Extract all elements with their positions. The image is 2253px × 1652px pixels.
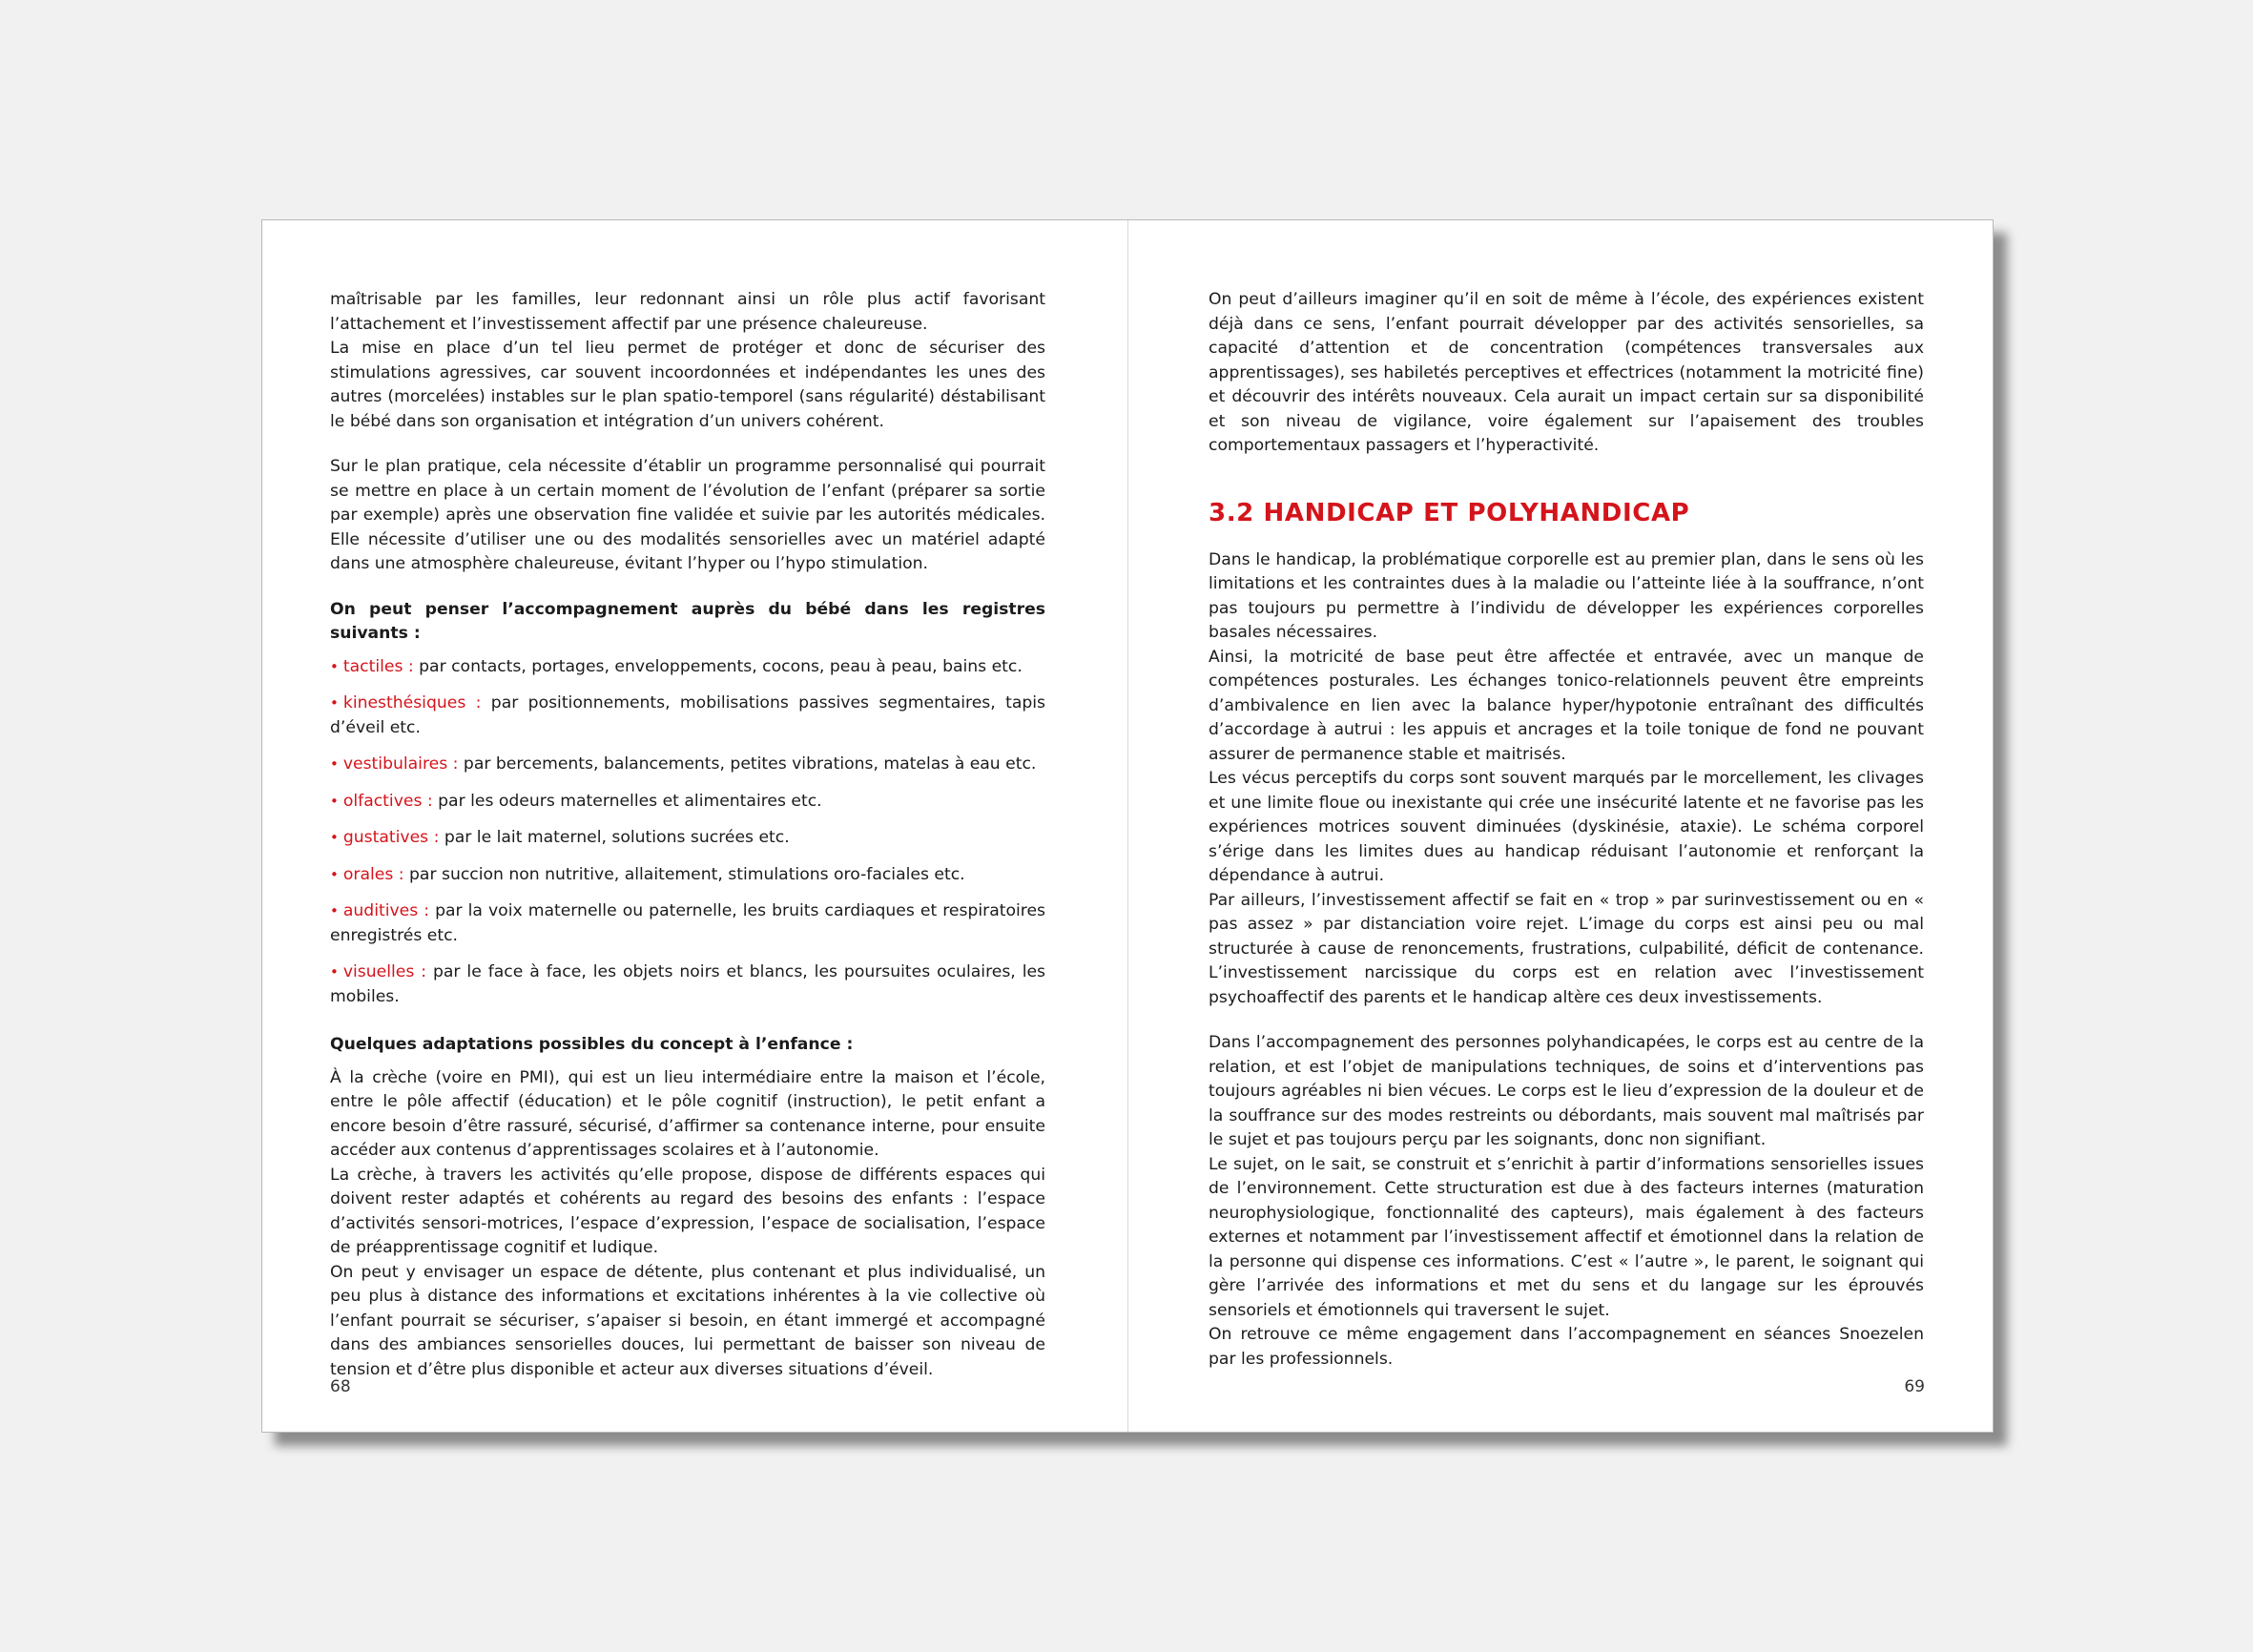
registers-heading: On peut penser l’accompagnement auprès du bébé dans les registres suivants :	[330, 599, 1045, 643]
adaptations-heading: Quelques adaptations possibles du concept à l’enfance :	[330, 1035, 854, 1054]
list-item	[330, 753, 1045, 777]
bullet-icon: •	[330, 657, 339, 675]
bullet-icon: •	[330, 694, 339, 712]
paragraph: On retrouve ce même engagement dans l’accompagnement en séances Snoezelen par les professionnels.	[1209, 1325, 1924, 1369]
paragraph: La mise en place d’un tel lieu permet de protéger et donc de sécuriser des stimulations agressives, car souvent incoordonnées et indépendantes les unes des autres (morcelées) instables sur le plan spatio-temporel (sans régularité) déstabilisant le bébé dans son organisation et intégration d’un univers cohérent.	[330, 339, 1045, 431]
register-term: kinesthésiques :	[342, 693, 482, 712]
page-number-right: 69	[1904, 1377, 1925, 1396]
right-page	[1128, 220, 1993, 1432]
register-text: par succion non nutritive, allaitement, stimulations oro-faciales etc.	[409, 864, 965, 884]
list-item	[330, 960, 1045, 1009]
right-page-text	[1209, 288, 1924, 1372]
section-heading: 3.2 HANDICAP ET POLYHANDICAP	[1209, 498, 1690, 527]
register-text: par les odeurs maternelles et alimentaires etc.	[438, 791, 822, 811]
list-item	[330, 899, 1045, 948]
register-term: orales :	[342, 864, 404, 884]
list-item	[330, 655, 1045, 680]
paragraph: maîtrisable par les familles, leur redonnant ainsi un rôle plus actif favorisant l’attachement et l’investissement affectif par une présence chaleureuse.	[330, 290, 1045, 334]
left-page	[262, 220, 1127, 1432]
paragraph: Le sujet, on le sait, se construit et s’enrichit à partir d’informations sensorielles issues de l’environnement. Cette structuration est due à des facteurs internes (maturation neurophysiologique, fonctionnalité des capteurs), mais également à des facteurs externes et notamment par l’investissement affectif et émotionnel dans la relation de la personne qui dispense ces informations. C’est « l’autre », le parent, le soignant qui gère l’arrivée des informations et met du sens et du langage sur les éprouvés sensoriels et émotionnels qui traversent le sujet.	[1209, 1154, 1924, 1320]
paragraph: Dans le handicap, la problématique corporelle est au premier plan, dans le sens où les limitations et les contraintes dues à la maladie ou l’atteinte liée à la souffrance, n’ont pas toujours pu permettre à l’individu de développer les expériences corporelles basales nécessaires.	[1209, 549, 1924, 642]
book-spread	[261, 219, 1994, 1433]
left-page-text	[330, 288, 1045, 1382]
register-text: par bercements, balancements, petites vibrations, matelas à eau etc.	[463, 754, 1037, 774]
paragraph: On peut y envisager un espace de détente, plus contenant et plus individualisé, un peu plus à distance des informations et excitations inhérentes à la vie collective où l’enfant pourrait se sécuriser, s’apaiser si besoin, en étant immergé et accompagné dans des ambiances sensorielles douces, lui permettant de baisser son niveau de tension et d’être plus disponible et acteur aux diverses situations d’éveil.	[330, 1262, 1045, 1379]
bullet-icon: •	[330, 755, 339, 773]
register-term: gustatives :	[342, 828, 440, 847]
register-text: par contacts, portages, enveloppements, cocons, peau à peau, bains etc.	[419, 656, 1023, 676]
paragraph: À la crèche (voire en PMI), qui est un lieu intermédiaire entre la maison et l’école, entre le pôle affectif (éducation) et le pôle cognitif (instruction), le petit enfant a encore besoin d’être rassuré, sécurisé, d’affirmer sa contenance interne, pour ensuite accéder aux contenus d’apprentissages scolaires et à l’autonomie.	[330, 1067, 1045, 1160]
paragraph: Par ailleurs, l’investissement affectif se fait en « trop » par surinvestissement ou en « pas assez » par distanciation voire rejet. L’image du corps est ainsi peu ou mal structurée à cause de renoncements, frustrations, culpabilité, déficit de contenance. L’investissement narcissique du corps est en relation avec l’investissement psychoaffectif des parents et le handicap altère ces deux investissements.	[1209, 890, 1924, 1007]
register-term: tactiles :	[342, 656, 414, 676]
list-item	[330, 863, 1045, 888]
register-text: par positionnements, mobilisations passives segmentaires, tapis d’éveil etc.	[330, 693, 1045, 737]
list-item	[330, 790, 1045, 815]
paragraph: Dans l’accompagnement des personnes polyhandicapées, le corps est au centre de la relation, et est l’objet de manipulations techniques, de soins et d’interventions pas toujours agréables ni bien vécues. Le corps est le lieu d’expression de la douleur et de la souffrance sur des modes restreints ou débordants, mais souvent mal maîtrisés par le sujet et pas toujours perçu par les soignants, donc non signifiant.	[1209, 1033, 1924, 1149]
paragraph: Ainsi, la motricité de base peut être affectée et entravée, avec un manque de compétences posturales. Les échanges tonico-relationnels peuvent être empreints d’ambivalence en lien avec la balance hyper/hypotonie entraînant des difficultés d’accordage à autrui : les appuis et ancrages et la toile tonique de fond ne pouvant assurer de permanence stable et maitrisés.	[1209, 647, 1924, 764]
paragraph: Les vécus perceptifs du corps sont souvent marqués par le morcellement, les clivages et une limite floue ou inexistante qui crée une insécurité latente et ne favorise pas les expériences motrices souvent diminuées (dyskinésie, ataxie). Le schéma corporel s’érige dans les limites dues au handicap réduisant l’autonomie et renforçant la dépendance à autrui.	[1209, 769, 1924, 885]
paragraph: On peut d’ailleurs imaginer qu’il en soit de même à l’école, des expériences existent déjà dans ce sens, l’enfant pourrait développer par des activités sensorielles, sa capacité d’attention et de concentration (compétences transversales aux apprentissages), ses habiletés perceptives et effectrices (notamment la motricité fine) et découvrir des intérêts nouveaux. Cela aurait un impact certain sur sa disponibilité et son niveau de vigilance, voire également sur l’apaisement des troubles comportementaux passagers et l’hyperactivité.	[1209, 290, 1924, 455]
list-item	[330, 692, 1045, 740]
paragraph: La crèche, à travers les activités qu’elle propose, dispose de différents espaces qui doivent rester adaptés et cohérents au regard des besoins des enfants : l’espace d’activités sensori-motrices, l’espace d’expression, l’espace de socialisation, l’espace de préapprentissage cognitif et ludique.	[330, 1165, 1045, 1257]
list-item	[330, 826, 1045, 851]
bullet-icon: •	[330, 963, 339, 981]
bullet-icon: •	[330, 902, 339, 919]
register-term: visuelles :	[342, 962, 427, 981]
page-number-left: 68	[330, 1377, 351, 1396]
registers-list	[330, 655, 1045, 1010]
register-text: par le lait maternel, solutions sucrées etc.	[444, 828, 790, 847]
paragraph: Sur le plan pratique, cela nécessite d’établir un programme personnalisé qui pourrait se mettre en place à un certain moment de l’évolution de l’enfant (préparer sa sortie par exemple) après une observation fine validée et suivie par les autorités médicales. Elle nécessite d’utiliser une ou des modalités sensorielles avec un matériel adapté dans une atmosphère chaleureuse, évitant l’hyper ou l’hypo stimulation.	[330, 457, 1045, 573]
bullet-icon: •	[330, 792, 339, 810]
bullet-icon: •	[330, 865, 339, 883]
register-term: olfactives :	[342, 791, 433, 811]
bullet-icon: •	[330, 829, 339, 846]
register-term: vestibulaires :	[342, 754, 459, 774]
register-term: auditives :	[342, 901, 430, 920]
register-text: par le face à face, les objets noirs et blancs, les poursuites oculaires, les mobiles.	[330, 962, 1046, 1006]
register-text: par la voix maternelle ou paternelle, les bruits cardiaques et respiratoires enregistrés etc.	[330, 901, 1045, 945]
